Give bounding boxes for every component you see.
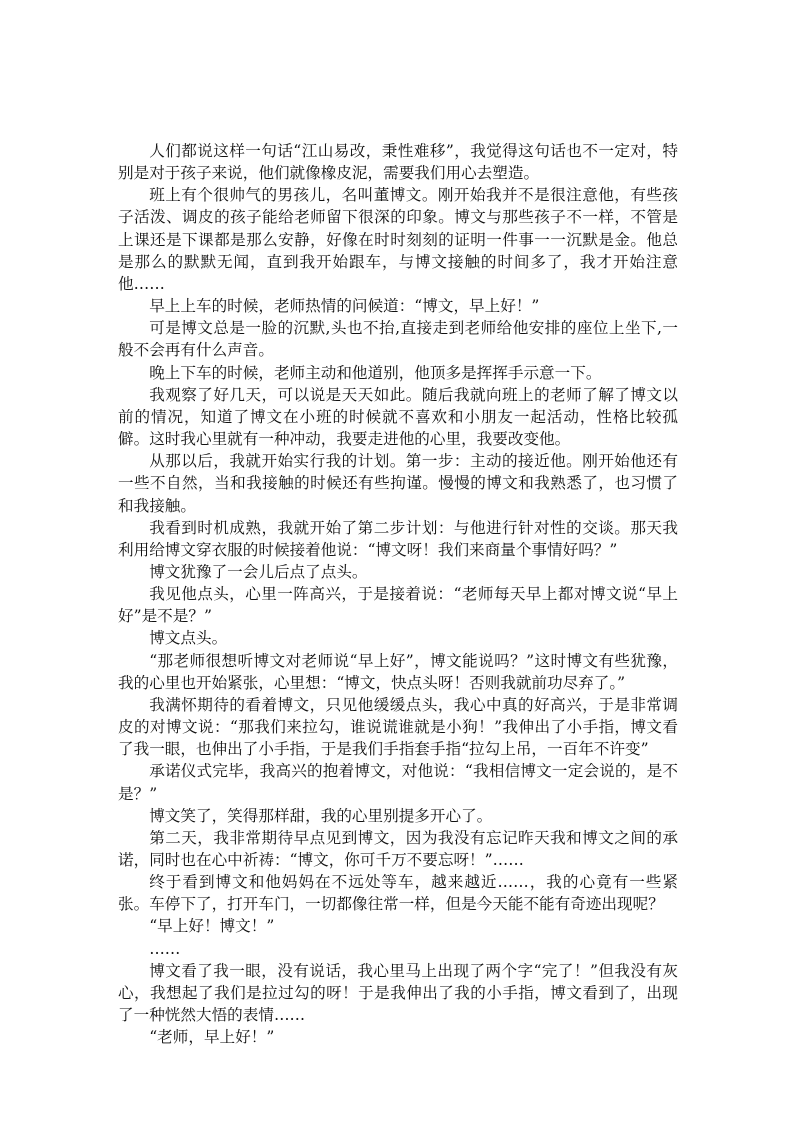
paragraph: ……	[149, 939, 181, 958]
paragraph: 博文犹豫了一会儿后点了点头。	[149, 562, 368, 581]
document-page	[118, 140, 678, 1048]
paragraph: “早上好！博文！”	[149, 917, 275, 936]
paragraph: 第二天，我非常期待早点见到博文，因为我没有忘记昨天我和博文之间的承诺，同时也在心中祈祷：“博文，你可千万不要忘呀！”……	[118, 828, 678, 869]
paragraph: 终于看到博文和他妈妈在不远处等车，越来越近……，我的心竟有一些紧张。车停下了，打开车门，一切都像往常一样，但是今天能不能有奇迹出现呢？	[118, 873, 678, 914]
paragraph: 我见他点头，心里一阵高兴，于是接着说：“老师每天早上都对博文说“早上好”是不是？”	[118, 585, 678, 626]
paragraph: 我满怀期待的看着博文，只见他缓缓点头，我心中真的好高兴，于是非常调皮的对博文说：“那我们来拉勾，谁说谎谁就是小狗！”我伸出了小手指，博文看了我一眼，也伸出了小手指，于是我们手指套手指“拉勾上吊，一百年不许变”	[118, 695, 678, 759]
paragraph: 早上上车的时候，老师热情的问候道：“博文，早上好！”	[149, 297, 540, 316]
paragraph: 可是博文总是一脸的沉默,头也不抬,直接走到老师给他安排的座位上坐下,一般不会再有什么声音。	[118, 319, 678, 360]
paragraph: 博文看了我一眼，没有说话，我心里马上出现了两个字“完了！”但我没有灰心，我想起了我们是拉过勾的呀！于是我伸出了我的小手指，博文看到了，出现了一种恍然大悟的表情……	[118, 961, 678, 1025]
paragraph: 我观察了好几天，可以说是天天如此。随后我就向班上的老师了解了博文以前的情况，知道了博文在小班的时候就不喜欢和小朋友一起活动，性格比较孤僻。这时我心里就有一种冲动，我要走进他的心里，我要改变他。	[118, 385, 678, 449]
paragraph: 博文笑了，笑得那样甜，我的心里别提多开心了。	[149, 806, 493, 825]
paragraph: 人们都说这样一句话“江山易改，秉性难移”，我觉得这句话也不一定对，特别是对于孩子来说，他们就像橡皮泥，需要我们用心去塑造。	[118, 142, 678, 183]
paragraph: “老师，早上好！”	[149, 1028, 275, 1047]
paragraph: 我看到时机成熟，我就开始了第二步计划：与他进行针对性的交谈。那天我利用给博文穿衣服的时候接着他说：“博文呀！我们来商量个事情好吗？”	[118, 518, 678, 559]
paragraph: 博文点头。	[149, 629, 228, 648]
paragraph: 承诺仪式完毕，我高兴的抱着博文，对他说：“我相信博文一定会说的，是不是？”	[118, 762, 678, 803]
paragraph: “那老师很想听博文对老师说“早上好”，博文能说吗？”这时博文有些犹豫，我的心里也开始紧张，心里想：“博文，快点头呀！否则我就前功尽弃了。”	[118, 651, 678, 692]
paragraph: 晚上下车的时候，老师主动和他道别，他顶多是挥挥手示意一下。	[149, 363, 602, 382]
paragraph: 从那以后，我就开始实行我的计划。第一步：主动的接近他。刚开始他还有一些不自然，当和我接触的时候还有些拘谨。慢慢的博文和我熟悉了，也习惯了和我接触。	[118, 452, 678, 515]
paragraph: 班上有个很帅气的男孩儿，名叫董博文。刚开始我并不是很注意他，有些孩子活泼、调皮的孩子能给老师留下很深的印象。博文与那些孩子不一样，不管是上课还是下课都是那么安静，好像在时时刻刻的证明一件事一一沉默是金。他总是那么的默默无闻，直到我开始跟车，与博文接触的时间多了，我才开始注意他……	[118, 186, 678, 293]
